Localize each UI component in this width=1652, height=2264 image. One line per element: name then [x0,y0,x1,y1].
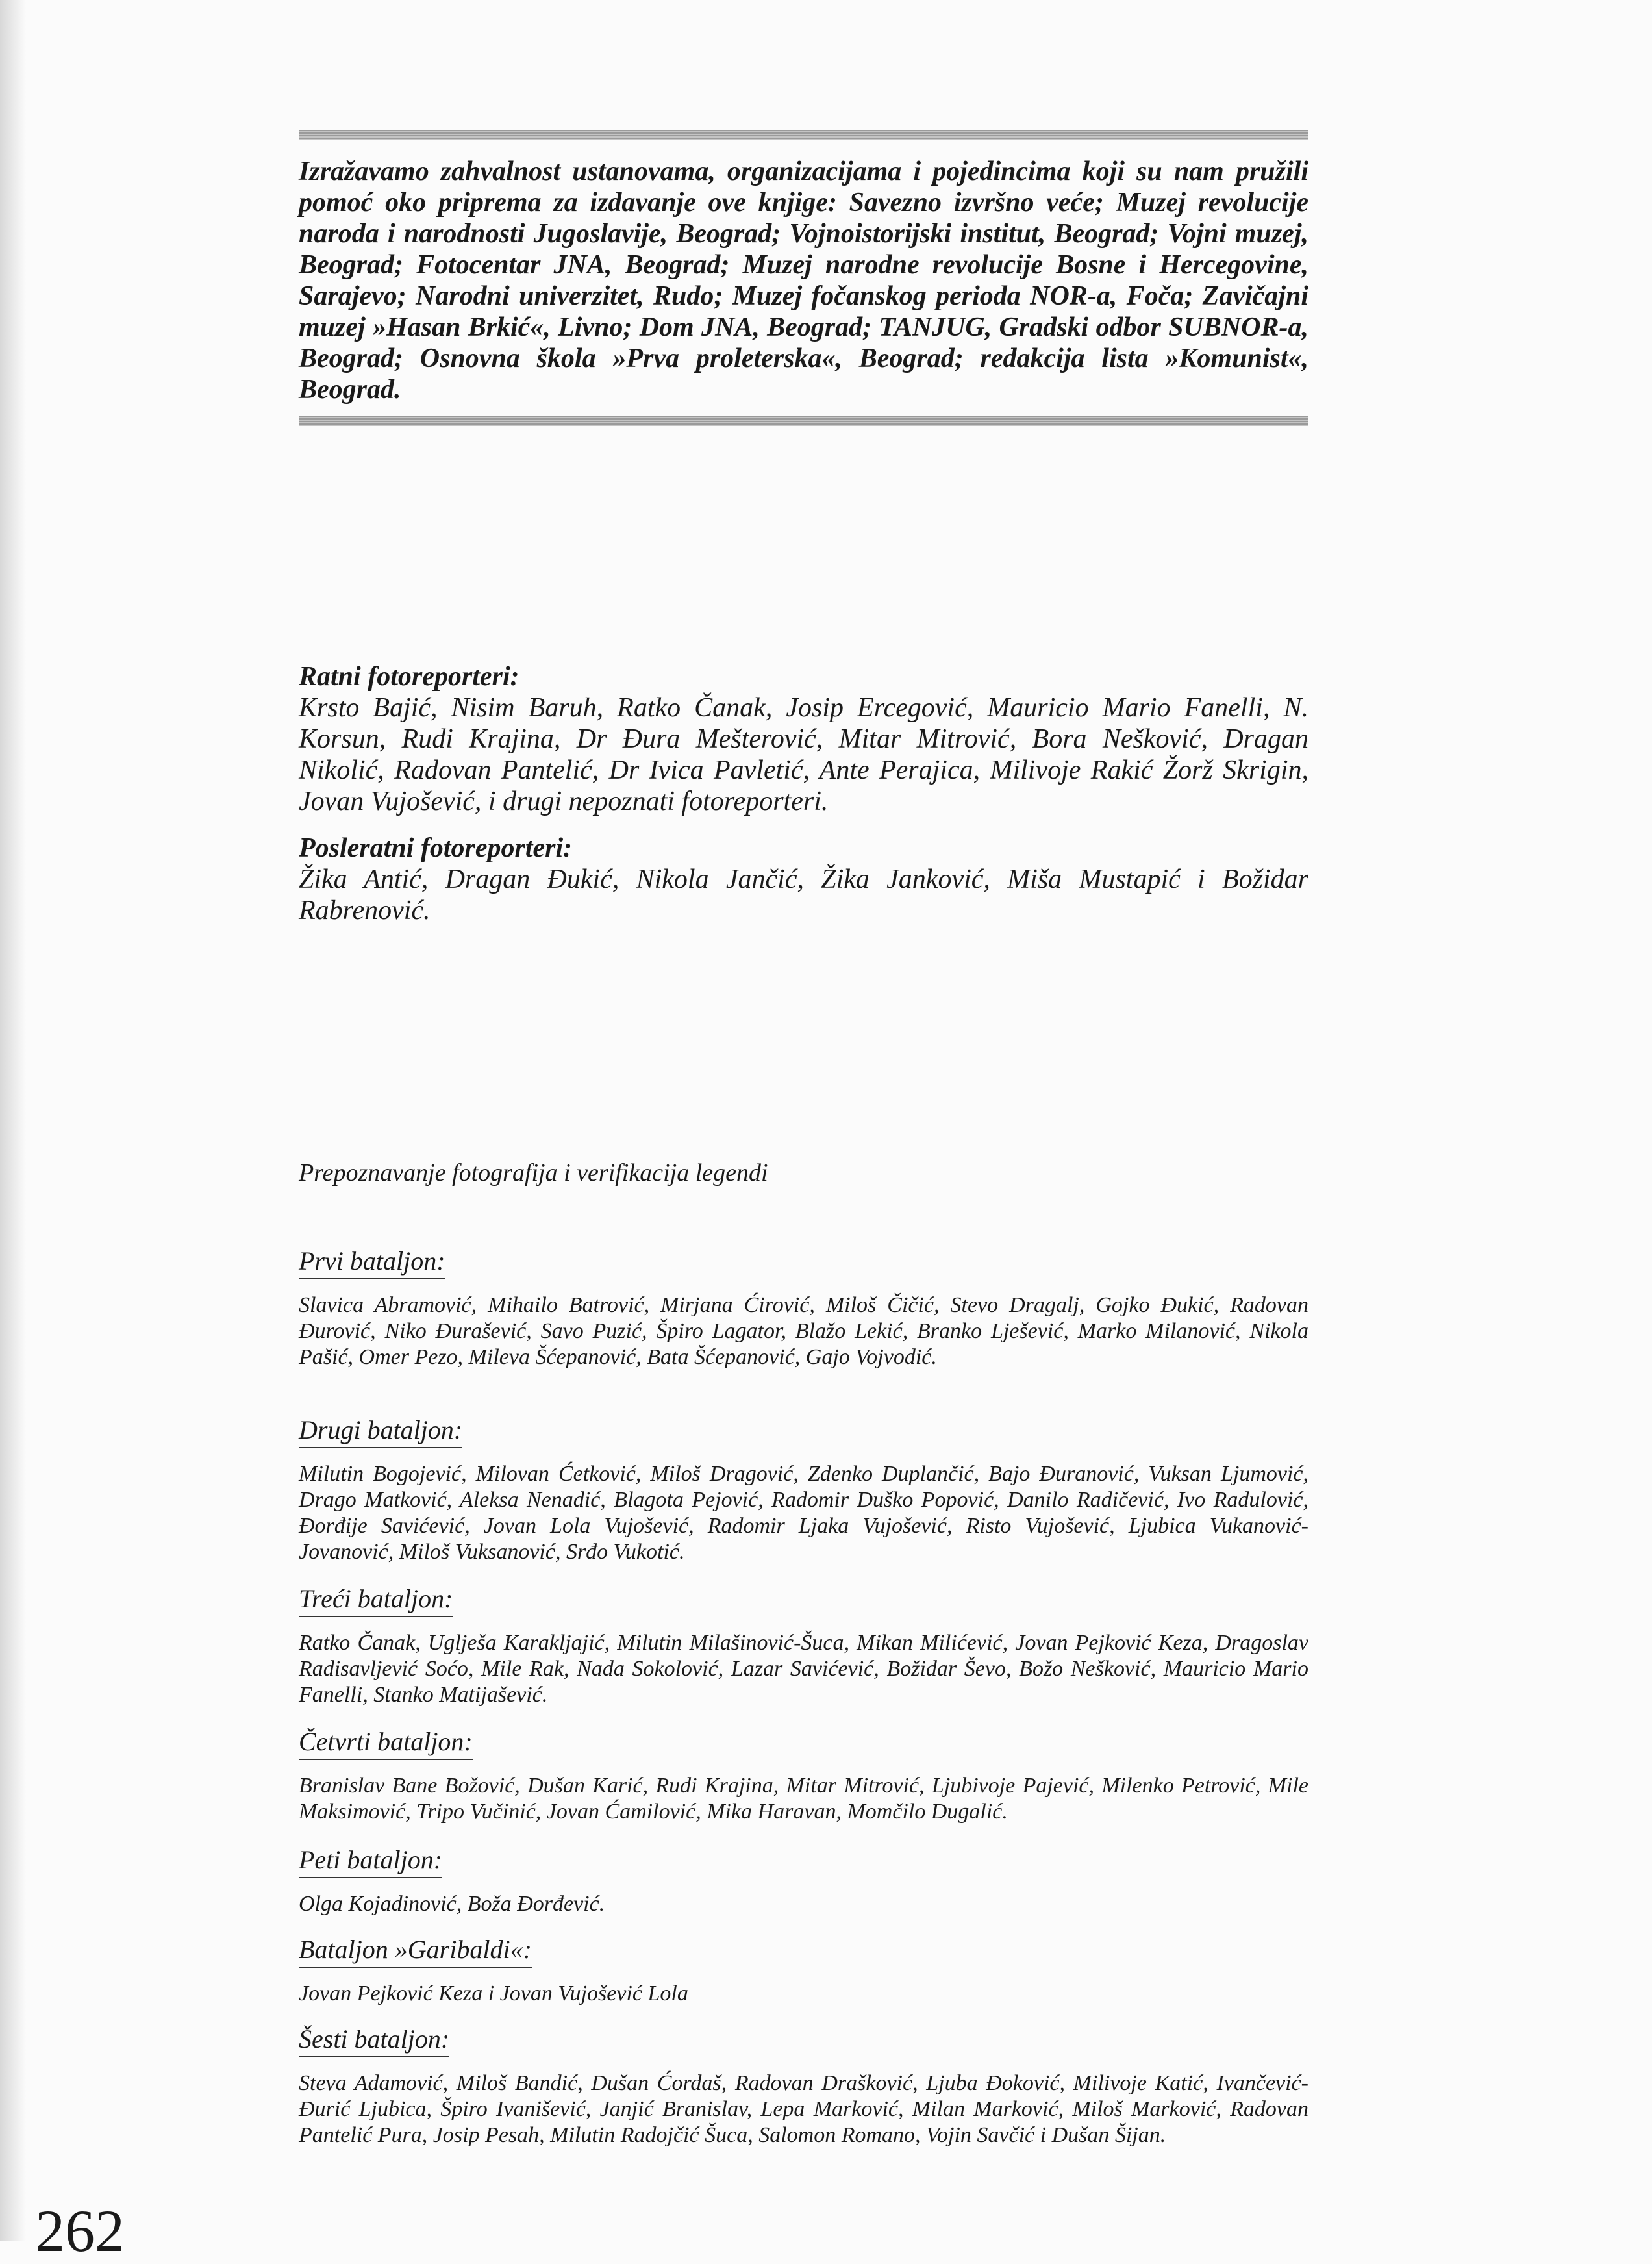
battalion-section-cetvrti [299,1728,1308,1825]
battalion-section-drugi [299,1416,1308,1565]
page-number: 262 [35,2198,125,2264]
battalion-names: Olga Kojadinović, Boža Đorđević. [299,1892,605,1916]
battalion-names: Ratko Čanak, Uglješa Karakljajić, Milutin Milašinović-Šuca, Mikan Milićević, Jovan Pejković Keza, Dragoslav Radisavljević Soćo, Mile Rak, Nada Sokolović, Lazar Savićević, Božidar Ševo, Božo Nešković, Mauricio Mario Fanelli, Stanko Matijašević. [299,1631,1308,1707]
bottom-rule [299,416,1308,426]
battalion-names: Milutin Bogojević, Milovan Ćetković, Miloš Dragović, Zdenko Duplančić, Bajo Đuranović, Vuksan Ljumović, Drago Matković, Aleksa Nenadić, Blagota Pejović, Radomir Duško Popović, Danilo Radičević, Ivo Radulović, Đorđije Savićević, Jovan Lola Vujošević, Radomir Ljaka Vujošević, Risto Vujošević, Ljubica Vukanović-Jovanović, Miloš Vuksanović, Srđo Vukotić. [299,1462,1308,1564]
postwar-photographers-names: Žika Antić, Dragan Đukić, Nikola Jančić, Žika Janković, Miša Mustapić i Božidar Rabrenović. [299,864,1308,925]
battalion-names: Slavica Abramović, Mihailo Batrović, Mirjana Ćirović, Miloš Čičić, Stevo Dragalj, Gojko Đukić, Radovan Đurović, Niko Đurašević, Savo Puzić, Špiro Lagator, Blažo Lekić, Branko Lješević, Marko Milanović, Nikola Pašić, Omer Pezo, Mileva Šćepanović, Bata Šćepanović, Gajo Vojvodić. [299,1293,1308,1369]
top-rule [299,130,1308,140]
postwar-photographers-section [299,833,1308,926]
battalion-heading: Bataljon »Garibaldi«: [299,1935,532,1968]
battalion-section-sesti [299,2025,1308,2148]
postwar-photographers-heading: Posleratni fotoreporteri: [299,833,573,863]
battalion-heading: Drugi bataljon: [299,1416,462,1448]
verification-title: Prepoznavanje fotografija i verifikacija legendi [299,1159,768,1187]
battalion-heading: Peti bataljon: [299,1846,442,1878]
battalion-section-peti [299,1846,1308,1917]
war-photographers-section [299,661,1308,817]
battalion-section-garibaldi [299,1935,1308,2007]
war-photographers-names: Krsto Bajić, Nisim Baruh, Ratko Čanak, Josip Ercegović, Mauricio Mario Fanelli, N. Korsun, Rudi Krajina, Dr Đura Mešterović, Mitar Mitrović, Bora Nešković, Dragan Nikolić, Radovan Pantelić, Dr Ivica Pavletić, Ante Perajica, Milivoje Rakić Žorž Skrigin, Jovan Vujošević, i drugi nepoznati fotoreporteri. [299,693,1308,816]
battalion-names: Jovan Pejković Keza i Jovan Vujošević Lola [299,1981,688,2006]
battalion-names: Steva Adamović, Miloš Bandić, Dušan Ćordaš, Radovan Drašković, Ljuba Đoković, Milivoje Katić, Ivančević-Đurić Ljubica, Špiro Ivanišević, Janjić Branislav, Lepa Marković, Milan Marković, Miloš Marković, Radovan Pantelić Pura, Josip Pesah, Milutin Radojčić Šuca, Salomon Romano, Vojin Savčić i Dušan Šijan. [299,2071,1308,2147]
battalion-heading: Šesti bataljon: [299,2025,449,2057]
battalion-section-treci [299,1585,1308,1708]
battalion-names: Branislav Bane Božović, Dušan Karić, Rudi Krajina, Mitar Mitrović, Ljubivoje Pajević, Milenko Petrović, Mile Maksimović, Tripo Vučinić, Jovan Ćamilović, Mika Haravan, Momčilo Dugalić. [299,1774,1308,1824]
battalion-heading: Treći bataljon: [299,1585,453,1617]
battalion-heading: Četvrti bataljon: [299,1728,473,1760]
page-gutter-shadow [0,0,26,2241]
battalion-section-prvi [299,1247,1308,1370]
battalion-heading: Prvi bataljon: [299,1247,445,1279]
war-photographers-heading: Ratni fotoreporteri: [299,662,519,692]
acknowledgement-paragraph: Izražavamo zahvalnost ustanovama, organizacijama i pojedincima koji su nam pružili pomoć oko priprema za izdavanje ove knjige: Savezno izvršno veće; Muzej revolucije naroda i narodnosti Jugoslavije, Beograd; Vojnoistorijski institut, Beograd; Vojni muzej, Beograd; Fotocentar JNA, Beograd; Muzej narodne revolucije Bosne i Hercegovine, Sarajevo; Narodni univerzitet, Rudo; Muzej fočanskog perioda NOR-a, Foča; Zavičajni muzej »Hasan Brkić«, Livno; Dom JNA, Beograd; TANJUG, Gradski odbor SUBNOR-a, Beograd; Osnovna škola »Prva proleterska«, Beograd; redakcija lista »Komunist«, Beograd. [299,157,1308,405]
